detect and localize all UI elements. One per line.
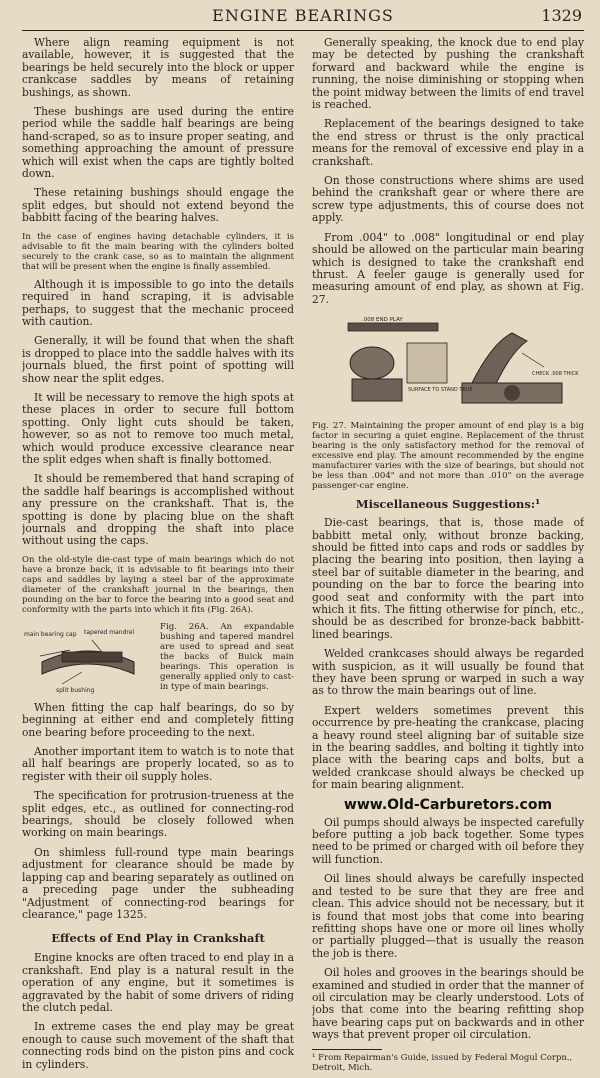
paragraph: Engine knocks are often traced to end play in a crankshaft. End play is a natural result in the operation of any engine, but it sometimes is aggravated by the habit of some drivers of riding the clutch pedal. [22, 951, 294, 1014]
paragraph: Die-cast bearings, that is, those made of babbitt metal only, without bronze backing, should be fitted into caps and rods or saddles by placing the bearing into position, then laying a steel bar of suitable diameter in the bearing, and pounding on the bar to force the bearing into good seat and conformity with the part into which it fits. The fitting otherwise for pinch, etc., should be as described for bronze-back babbitt-lined bearings. [312, 516, 584, 641]
paragraph: In extreme cases the end play may be great enough to cause such movement of the shaft that connecting rods bind on the piston pins and cock in cylinders. [22, 1020, 294, 1071]
figure-27 [312, 313, 584, 491]
paragraph: Oil lines should always be carefully inspected and tested to be sure that they are free and clean. This advice should not be necessary, but it is found that most jobs that come into bearing refitting shops have one or more oil lines wholly or partially plugged—that is usually the reason the job is there. [312, 872, 584, 960]
paragraph: Welded crankcases should always be regarded with suspicion, as it will usually be found that they have been sprung or warped in such a way as to throw the main bearings out of line. [312, 647, 584, 698]
paragraph: On shimless full-round type main bearings adjustment for clearance should be made by lapping cap and bearing separately as outlined on a preceding page under the subheading "Adjustment of connecting-rod bearings for clearance," page 1325. [22, 845, 294, 921]
paragraph: Replacement of the bearings designed to take the end stress or thrust is the only practical means for the removal of excessive end play in a crankshaft. [312, 117, 584, 168]
paragraph: These bushings are used during the entire period while the saddle half bearings are being hand-scraped, so as to insure proper seating, and something approaching the amount of pressure which will exist when the caps are tightly bolted down. [22, 105, 294, 181]
paragraph: Another important item to watch is to note that all half bearings are properly located, so as to register with their oil supply holes. [22, 745, 294, 783]
paragraph-small: On the old-style die-cast type of main bearings which do not have a bronze back, it is advisable to fit bearings into their caps and saddles by laying a steel bar of the approximate diameter of the crankshaft journal in the bearings, then pounding on the bar to force the bearing into a good seat and conformity with the parts into which it fits (Fig. 26A). [22, 554, 294, 615]
watermark-url: www.Old-Carburetors.com [343, 796, 553, 813]
paragraph: On those constructions where shims are used behind the crankshaft gear or where there are screw type adjustments, this of course does not apply. [312, 174, 584, 225]
running-title: ENGINE BEARINGS [212, 6, 394, 25]
paragraph: These retaining bushings should engage the split edges, but should not extend beyond the babbitt facing of the bearing halves. [22, 186, 294, 225]
figure-27-caption: Fig. 27. Maintaining the proper amount of end play is a big factor in securing a quiet engine. Replacement of the thrust bearing is the only satisfactory method for the removal of excessive end play. The amount recommended by the engine manufacturer varies with the size of bearings, but should not be less than .004" and not more than .010" on the average passenger-car engine. [312, 421, 584, 492]
paragraph: The specification for protrusion-trueness at the split edges, etc., as outlined for connecting-rod bearings, should be closely followed when working on main bearings. [22, 789, 294, 840]
paragraph: Expert welders sometimes prevent this occurrence by pre-heating the crankcase, placing a heavy round steel aligning bar of suitable size in the bearing saddles, and bolting it tightly into place with the bearing caps and bolts, but a welded crankcase should always be checked up for main bearing alignment. [312, 703, 584, 792]
paragraph: Generally, it will be found that when the shaft is dropped to place into the saddle halves with its journals blued, the first point of spotting will show near the split edges. [22, 334, 294, 385]
paragraph: From .004" to .008" longitudinal or end play should be allowed on the particular main bearing which is designed to take the crankshaft end thrust. A feeler gauge is generally used for measuring amount of end play, as shown at Fig. 27. [312, 230, 584, 306]
paragraph: When fitting the cap half bearings, do so by beginning at either end and completely fitting one bearing before proceeding to the next. [22, 700, 294, 739]
label-check: CHECK .008 THICK [532, 371, 579, 378]
paragraph: It should be remembered that hand scraping of the saddle half bearings is accomplished without any pressure on the crankshaft. That is, the spotting is done by placing blue on the shaft journals and dropping the shaft into place without using the caps. [22, 472, 294, 548]
footnote-rule [312, 1049, 382, 1050]
label-tapered-mandrel: tapered mandrel [84, 628, 135, 636]
figure-26a-caption: Fig. 26A. An expandable bushing and tapered mandrel are used to spread and seat the backs of Buick main bearings. This operation is generally applied only to cast-in type of main bearings. [160, 621, 294, 692]
paragraph: Although it is impossible to go into the details required in hand scraping, it is advisable perhaps, to suggest that the mechanic proceed with caution. [22, 277, 294, 328]
paragraph: Oil holes and grooves in the bearings should be examined and studied in order that the manner of oil circulation may be clearly understood. Lots of jobs that come into the bearing refitting shop have bearing caps put on backwards and in other ways that prevent proper oil circulation. [312, 966, 584, 1042]
figure-26a-illustration [22, 622, 154, 694]
label-surface: SURFACE TO STAND TRUE [408, 387, 473, 394]
label-split-bushing: split bushing [56, 686, 95, 694]
paragraph: It will be necessary to remove the high spots at these places in order to secure full bottom spotting. Only light cuts should be taken, however, so as not to remove too much metal, which would produce excessive clearance near the split edges when shaft is finally bottomed. [22, 390, 294, 466]
paragraph: Generally speaking, the knock due to end play may be detected by pushing the crankshaft forward and backward while the engine is running, the noise diminishing or stopping when the point midway between the limits of end travel is reached. [312, 37, 584, 112]
right-column [312, 37, 584, 1078]
section-heading: Effects of End Play in Crankshaft [51, 931, 265, 946]
subsection-heading: Miscellaneous Suggestions:¹ [355, 497, 541, 512]
paragraph: Oil pumps should always be inspected carefully before putting a job back together. Some types need to be primed or charged with oil before they will function. [312, 815, 584, 866]
label-main-bearing: main bearing cap [24, 630, 77, 638]
footnote: ¹ From Repairman's Guide, issued by Federal Mogul Corpn., Detroit, Mich. [312, 1052, 573, 1073]
figure-27-illustration [312, 313, 584, 413]
paragraph: Where align reaming equipment is not available, however, it is suggested that the bearings be held securely into the block or upper crankcase saddles by means of retaining bushings, as shown. [22, 37, 294, 99]
page-header [22, 0, 584, 31]
left-column [22, 37, 294, 1078]
paragraph-small: In the case of engines having detachable cylinders, it is advisable to fit the main bearing with the cylinders bolted securely to the crank case, so as to maintain the alignment that will be present when the engine is finally assembled. [22, 231, 294, 272]
figure-26a [22, 622, 294, 694]
label-end-play: .008 END PLAY [362, 317, 403, 324]
page-number: 1329 [541, 6, 582, 25]
